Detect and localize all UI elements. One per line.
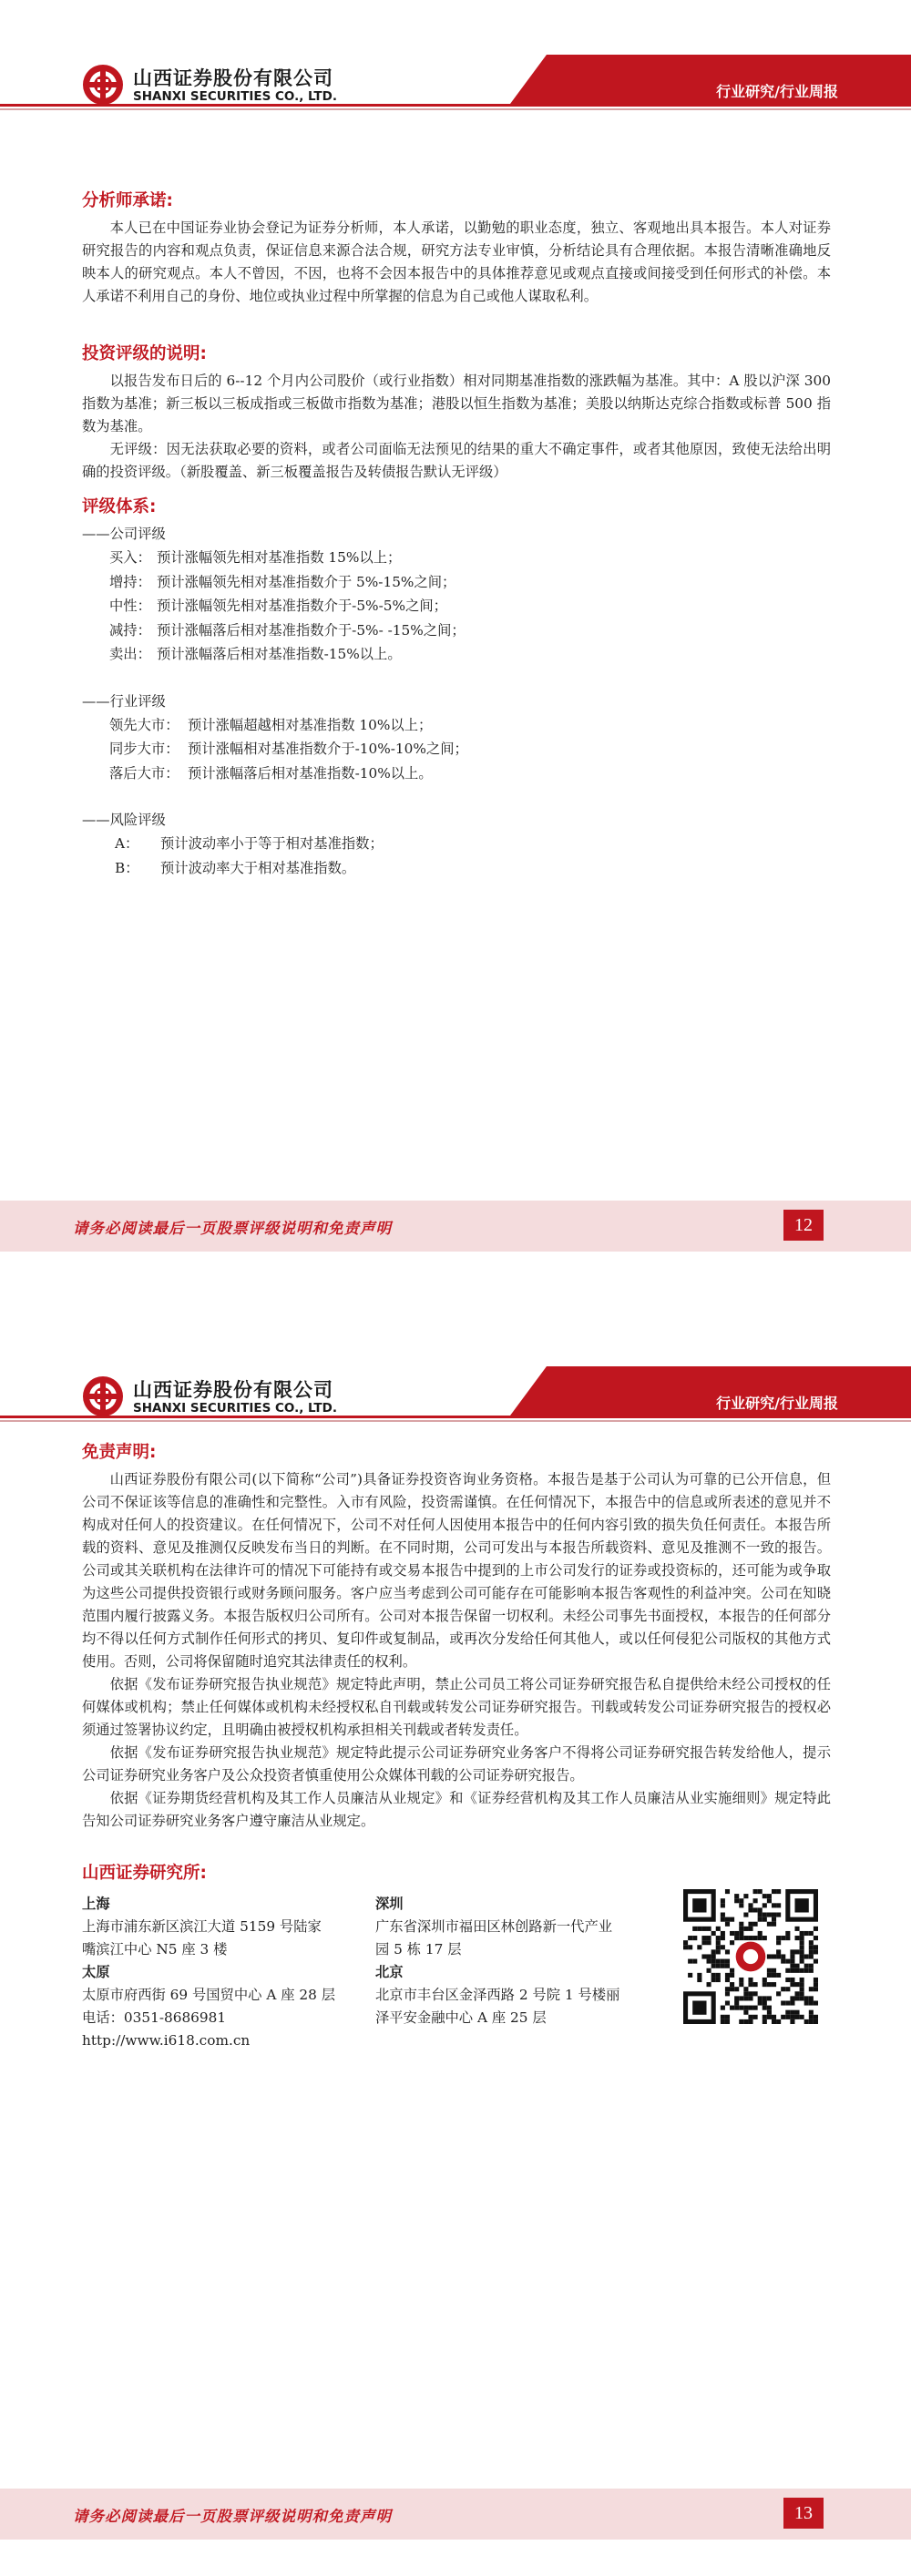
rating-value: 预计波动率大于相对基准指数。 — [160, 859, 356, 876]
disclaimer-para2: 依据《发布证券研究报告执业规范》规定特此声明，禁止公司员工将公司证券研究报告私自提供给未经公司授权的任何媒体或机构；禁止任何媒体或机构未经授权私自刊载或转发公司证券研究报告。刊载或转发公司证券研究报告的授权必须通过签署协议约定，且明确由被授权机构承担相关刊载或者转发责任。 — [82, 1676, 831, 1738]
shanghai-address-2: 嘴滨江中心 N5 座 3 楼 — [82, 1941, 228, 1958]
disclaimer-para1: 山西证券股份有限公司(以下简称“公司”)具备证券投资咨询业务资格。本报告是基于公司认为可靠的已公开信息，但公司不保证该等信息的准确性和完整性。入市有风险，投资需谨慎。在任何情况下，本报告中的信息或所表述的意见并不构成对任何人的投资建议。在任何情况下，公司不对任何人因使用本报告中的任何内容引致的损失负任何责任。本报告所载的资料、意见及推测仅反映发布当日的判断。在不同时期，公司可发出与本报告所载资料、意见及推测不一致的报告。公司或其关联机构在法律许可的情况下可能持有或交易本报告中提到的上市公司发行的证券或投资标的，还可能为或争取为这些公司提供投资银行或财务顾问服务。客户应当考虑到公司可能存在可能影响本报告客观性的利益冲突。公司在知晓范围内履行披露义务。本报告版权归公司所有。公司对本报告保留一切权利。未经公司事先书面授权，本报告的任何部分均不得以任何方式制作任何形式的拷贝、复印件或复制品，或再次分发给任何其他人，或以任何侵犯公司版权的其他方式使用。否则，公司将保留随时追究其法律责任的权利。 — [82, 1471, 831, 1670]
shanghai-title: 上海 — [82, 1896, 110, 1912]
page-header — [0, 1366, 911, 1430]
rating-key: 减持： — [109, 621, 151, 639]
rating-row — [115, 856, 831, 881]
analyst-text: 本人已在中国证券业协会登记为证券分析师，本人承诺，以勤勉的职业态度，独立、客观地出具本报告。本人对证券研究报告的内容和观点负责，保证信息来源合法合规，研究方法专业审慎，分析结论具有合理依据。本报告清晰准确地反映本人的研究观点。本人不曾因，不因，也将不会因本报告中的具体推荐意见或观点直接或间接受到任何形式的补偿。本人承诺不利用自己的身份、地位或执业过程中所掌握的信息为自己或他人谋取私利。 — [82, 220, 831, 304]
rating-value: 预计涨幅领先相对基准指数介于-5%-5%之间； — [157, 598, 447, 614]
rating-desc-para1: 以报告发布日后的 6--12 个月内公司股价（或行业指数）相对同期基准指数的涨跌幅为基准。其中：A 股以沪深 300 指数为基准；新三板以三板成指或三板做市指数为基准；港股以恒生指数为基准；美股以纳斯达克综合指数或标普 500 指数为基准。 — [82, 373, 831, 434]
rating-system-section — [82, 496, 831, 880]
rating-key: 卖出： — [109, 646, 151, 662]
page-footer — [0, 1201, 911, 1252]
shenzhen-address-2: 园 5 栋 17 层 — [375, 1941, 462, 1958]
report-type-tag: 行业研究/行业周报 — [716, 1395, 838, 1412]
rating-row — [109, 642, 831, 667]
rating-value: 预计涨幅领先相对基准指数介于 5%-15%之间； — [157, 573, 456, 590]
rating-key: 落后大市： — [109, 764, 179, 782]
rating-desc-para2: 无评级：因无法获取必要的资料，或者公司面临无法预见的结果的重大不确定事件，或者其他原因，致使无法给出明确的投资评级。（新股覆盖、新三板覆盖报告及转债报告默认无评级） — [82, 441, 831, 480]
page-number: 12 — [783, 1210, 824, 1241]
page-number: 13 — [783, 2498, 824, 2529]
report-page-13 — [0, 1288, 911, 2576]
report-type-tag: 行业研究/行业周报 — [716, 83, 838, 100]
rating-key: A： — [115, 835, 139, 852]
rating-key: 中性： — [109, 598, 151, 614]
beijing-title: 北京 — [375, 1964, 404, 1980]
rating-value: 预计涨幅相对基准指数介于-10%-10%之间； — [188, 741, 468, 757]
rating-key: 同步大市： — [109, 741, 179, 757]
address-column-left — [82, 1893, 335, 2052]
shanxi-securities-logo-icon — [82, 64, 124, 106]
company-rating-list — [82, 546, 831, 667]
rating-row — [115, 832, 831, 856]
rating-row — [109, 594, 831, 618]
rating-value: 预计涨幅领先相对基准指数 15%以上； — [157, 549, 402, 566]
shenzhen-address-1: 广东省深圳市福田区林创路新一代产业 — [375, 1918, 613, 1935]
address-column-right — [375, 1893, 619, 2029]
website-link[interactable]: http://www.i618.com.cn — [82, 2032, 251, 2049]
disclaimer-para3: 依据《发布证券研究报告执业规范》规定特此提示公司证券研究业务客户不得将公司证券研究报告转发给他人，提示公司证券研究业务客户及公众投资者慎重使用公众媒体刊载的公司证券研究报告。 — [82, 1744, 831, 1784]
disclaimer-para4: 依据《证券期货经营机构及其工作人员廉洁从业规定》和《证券经营机构及其工作人员廉洁从业实施细则》规定特此告知公司证券研究业务客户遵守廉洁从业规定。 — [82, 1790, 831, 1829]
company-name-cn: 山西证券股份有限公司 — [133, 1379, 333, 1401]
rating-row — [109, 570, 831, 595]
phone: 电话：0351-8686981 — [82, 2009, 227, 2026]
company-name-en: SHANXI SECURITIES CO., LTD. — [133, 89, 337, 104]
footer-disclaimer-notice: 请务必阅读最后一页股票评级说明和免责声明 — [73, 1220, 392, 1237]
qr-code-icon — [683, 1889, 818, 2024]
rating-row — [109, 713, 831, 738]
rating-row — [109, 546, 831, 570]
rating-key: 领先大市： — [109, 716, 179, 733]
analyst-heading: 分析师承诺: — [82, 191, 173, 210]
rating-row — [109, 737, 831, 762]
research-institute-section — [82, 1862, 829, 2049]
page-footer — [0, 2489, 911, 2540]
rating-key: B： — [115, 859, 139, 876]
analyst-section — [82, 189, 831, 308]
industry-rating-list — [82, 713, 831, 786]
rating-row — [109, 762, 831, 786]
rating-key: 增持： — [109, 573, 151, 590]
company-name-en: SHANXI SECURITIES CO., LTD. — [133, 1401, 337, 1416]
beijing-address-1: 北京市丰台区金泽西路 2 号院 1 号楼丽 — [375, 1987, 620, 2003]
disclaimer-section — [82, 1441, 831, 1833]
shenzhen-title: 深圳 — [375, 1896, 404, 1912]
rating-system-heading: 评级体系: — [82, 497, 157, 516]
shanghai-address-1: 上海市浦东新区滨江大道 5159 号陆家 — [82, 1918, 322, 1935]
institute-heading: 山西证券研究所: — [82, 1864, 207, 1883]
rating-value: 预计波动率小于等于相对基准指数； — [160, 835, 384, 852]
industry-rating-title: ——行业评级 — [82, 692, 166, 710]
rating-desc-section — [82, 342, 831, 484]
rating-value: 预计涨幅超越相对基准指数 10%以上； — [188, 716, 433, 733]
disclaimer-heading: 免责声明: — [82, 1443, 157, 1462]
taiyuan-address: 太原市府西街 69 号国贸中心 A 座 28 层 — [82, 1987, 336, 2003]
risk-rating-title: ——风险评级 — [82, 812, 166, 828]
rating-row — [109, 618, 831, 643]
rating-key: 买入： — [109, 549, 151, 566]
footer-disclaimer-notice: 请务必阅读最后一页股票评级说明和免责声明 — [73, 2508, 392, 2525]
rating-value: 预计涨幅落后相对基准指数介于-5%- -15%之间； — [157, 621, 466, 639]
taiyuan-title: 太原 — [82, 1964, 110, 1980]
risk-rating-list — [82, 832, 831, 880]
shanxi-securities-logo-icon — [82, 1375, 124, 1417]
rating-desc-heading: 投资评级的说明: — [82, 344, 207, 363]
beijing-address-2: 泽平安金融中心 A 座 25 层 — [375, 2009, 547, 2026]
company-rating-title: ——公司评级 — [82, 526, 166, 542]
company-name-cn: 山西证券股份有限公司 — [133, 67, 333, 89]
page-header — [0, 55, 911, 118]
rating-value: 预计涨幅落后相对基准指数-10%以上。 — [188, 764, 433, 782]
rating-value: 预计涨幅落后相对基准指数-15%以上。 — [157, 646, 402, 662]
